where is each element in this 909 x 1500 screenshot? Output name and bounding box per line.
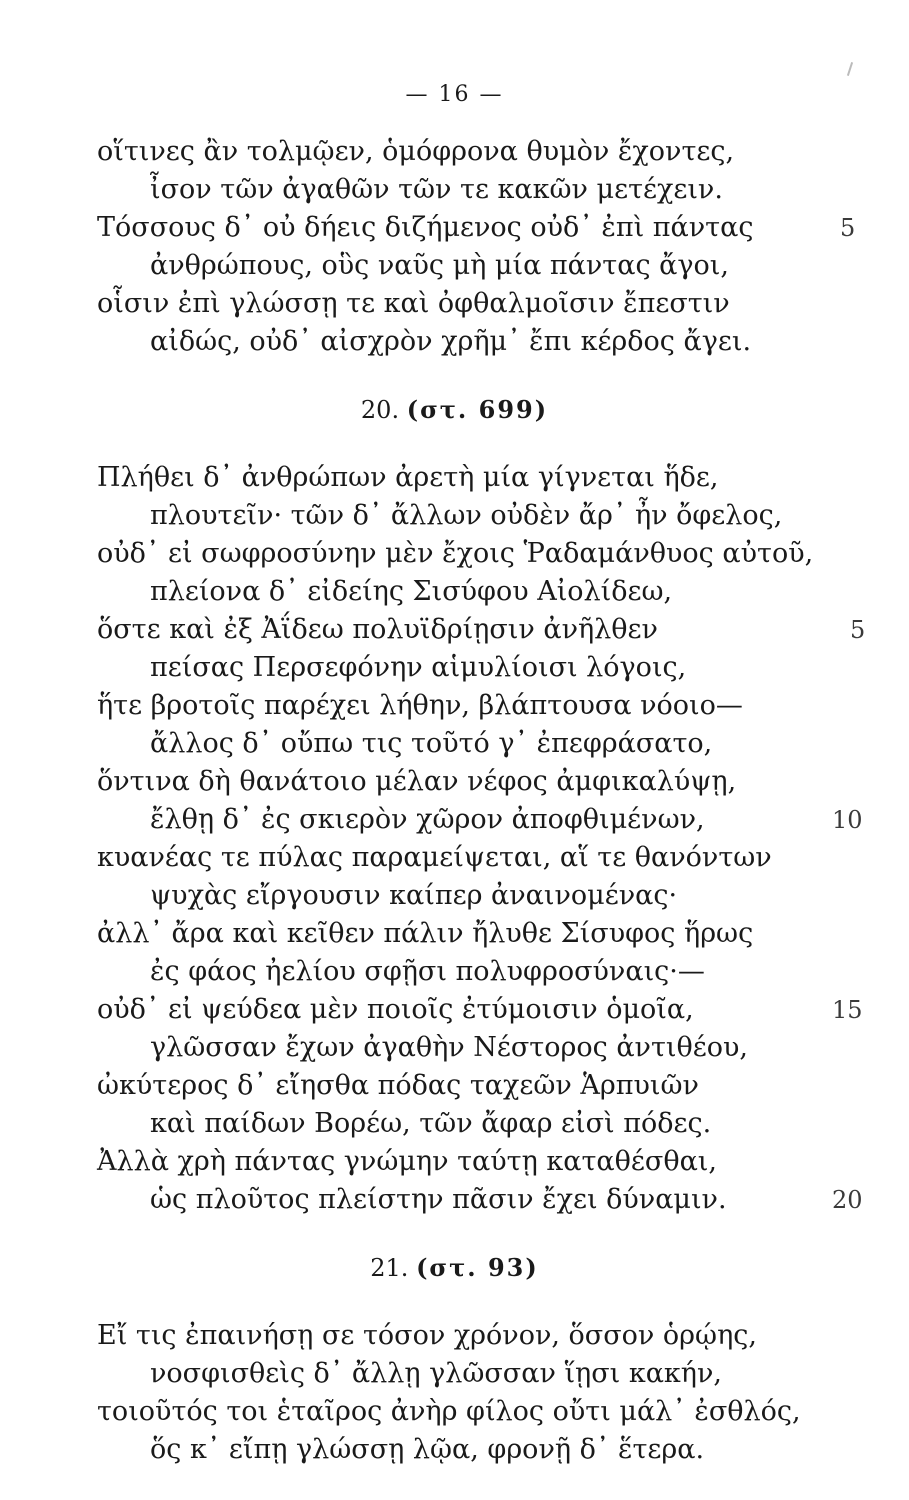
poem-line: αἰδώς, οὐδ᾽ αἰσχρὸν χρῆμ᾽ ἔπι κέρδος ἄγει. [150,326,752,357]
line-number: 20 [832,1186,863,1214]
poem-line: ψυχὰς εἴργουσιν καίπερ ἀναινομένας· [150,880,678,911]
poem-line: καὶ παίδων Βορέω, τῶν ἄφαρ εἰσὶ πόδες. [150,1108,712,1139]
line-number: 5 [840,214,856,242]
poem-line: ἶσον τῶν ἀγαθῶν τῶν τε κακῶν μετέχειν. [150,174,723,205]
poem-line: οὐδ᾽ εἰ σωφροσύνην μὲν ἔχοις Ῥαδαμάνθυος αὐτοῦ, [97,538,814,569]
poem-line: νοσφισθεὶς δ᾽ ἄλλῃ γλῶσσαν ἵῃσι κακήν, [150,1358,722,1389]
line-number: 5 [850,616,866,644]
poem-line: οἷσιν ἐπὶ γλώσσῃ τε καὶ ὀφθαλμοῖσιν ἔπεστιν [97,288,730,319]
poem-line: ὡς πλοῦτος πλείστην πᾶσιν ἔχει δύναμιν. [150,1184,727,1215]
section-heading-20 [0,392,909,428]
poem-line: ἔλθῃ δ᾽ ἐς σκιερὸν χῶρον ἀποφθιμένων, [150,804,705,835]
poem-line: γλῶσσαν ἔχων ἀγαθὴν Νέστορος ἀντιθέου, [150,1032,748,1063]
poem-line: ὅντινα δὴ θανάτοιο μέλαν νέφος ἀμφικαλύψῃ, [97,766,737,797]
section-heading-21 [0,1250,909,1286]
poem-line: κυανέας τε πύλας παραμείψεται, αἵ τε θανόντων [97,842,772,873]
poem-line: Πλήθει δ᾽ ἀνθρώπων ἀρετὴ μία γίγνεται ἥδε, [97,462,719,493]
section-reference: (στ. 93) [416,1253,539,1282]
poem-line: πλουτεῖν· τῶν δ᾽ ἄλλων οὐδὲν ἄρ᾽ ἦν ὄφελος, [150,500,783,531]
poem-line: Ἀλλὰ χρὴ πάντας γνώμην ταύτῃ καταθέσθαι, [97,1146,717,1177]
poem-line: οἵτινες ἂν τολμῷεν, ὁμόφρονα θυμὸν ἔχοντες, [97,136,735,167]
poem-line: οὐδ᾽ εἰ ψεύδεα μὲν ποιοῖς ἐτύμοισιν ὁμοῖα, [97,994,694,1025]
poem-line: Εἴ τις ἐπαινήσῃ σε τόσον χρόνον, ὅσσον ὁρῴης, [97,1320,757,1351]
poem-line: ὅς κ᾽ εἴπῃ γλώσσῃ λῷα, φρονῇ δ᾽ ἕτερα. [150,1434,705,1465]
section-number: 21. [370,1254,409,1282]
poem-line: ἥτε βροτοῖς παρέχει λήθην, βλάπτουσα νόοιο— [97,690,743,721]
poem-line: πλείονα δ᾽ εἰδείης Σισύφου Αἰολίδεω, [150,576,673,607]
paper-mark [847,62,853,76]
page-number: — 16 — [405,82,504,107]
poem-line: ἄλλος δ᾽ οὔπω τις τοῦτό γ᾽ ἐπεφράσατο, [150,728,713,759]
poem-line: Τόσσους δ᾽ οὐ δήεις διζήμενος οὐδ᾽ ἐπὶ πάντας [97,212,754,243]
section-reference: (στ. 699) [406,395,549,424]
poem-line: ὠκύτερος δ᾽ εἴησθα πόδας ταχεῶν Ἁρπυιῶν [97,1070,699,1101]
poem-line: ἀλλ᾽ ἄρα καὶ κεῖθεν πάλιν ἤλυθε Σίσυφος ἥρως [97,918,754,949]
poem-line: ὅστε καὶ ἐξ Ἀΐδεω πολυϊδρίῃσιν ἀνῆλθεν [97,614,658,645]
line-number: 15 [832,996,863,1024]
poem-line: ἐς φάος ἠελίου σφῇσι πολυφροσύναις·— [150,956,705,987]
poem-line: τοιοῦτός τοι ἑταῖρος ἀνὴρ φίλος οὔτι μάλ᾽ ἐσθλός, [97,1396,801,1427]
poem-line: ἀνθρώπους, οὓς ναῦς μὴ μία πάντας ἄγοι, [150,250,729,281]
section-number: 20. [360,396,400,424]
line-number: 10 [832,806,863,834]
poem-line: πείσας Περσεφόνην αἱμυλίοισι λόγοις, [150,652,687,683]
